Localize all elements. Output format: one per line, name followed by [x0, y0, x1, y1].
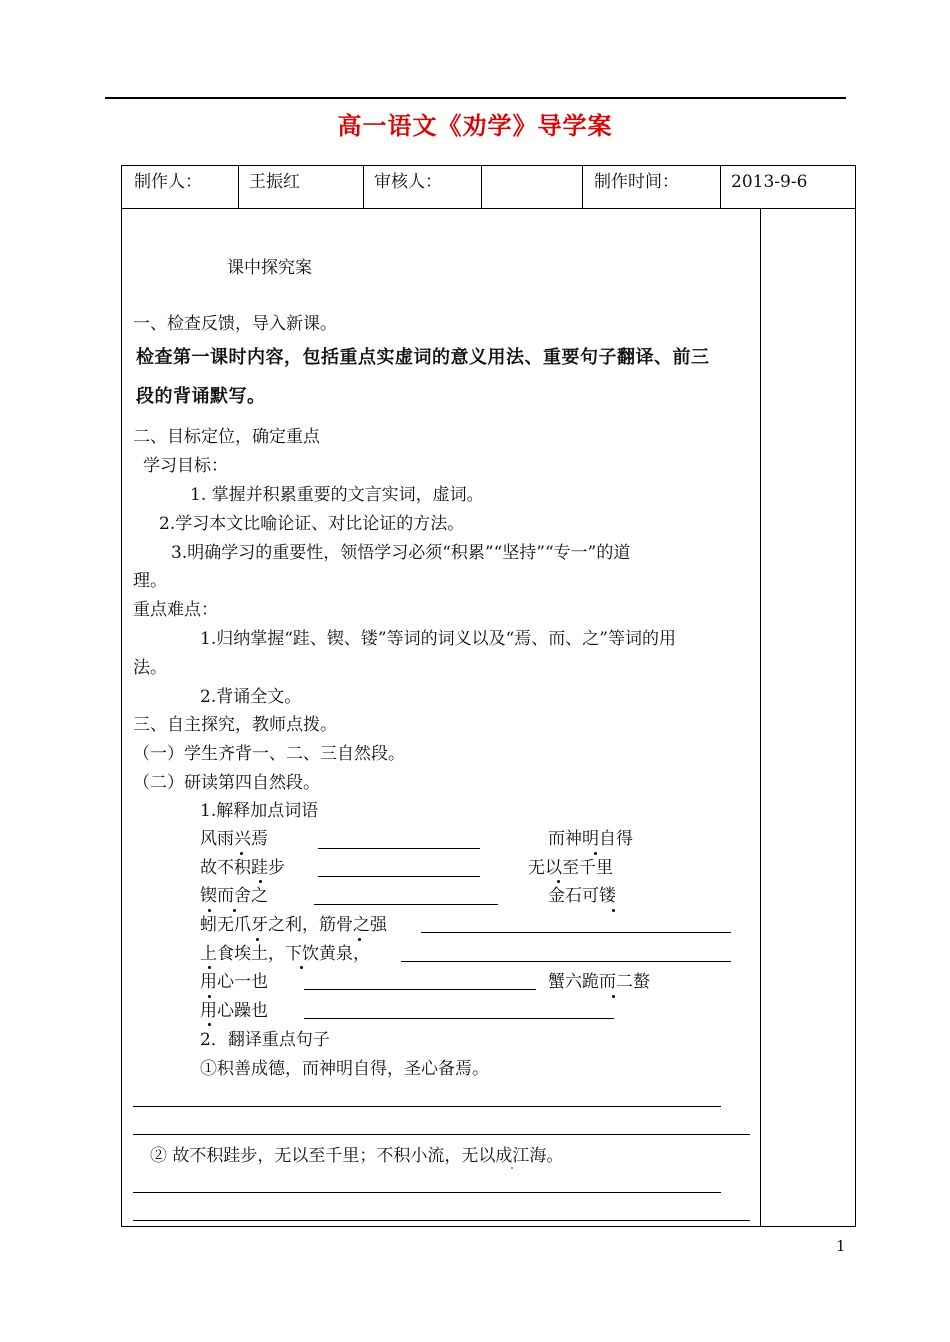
key-points-label: 重点难点：: [133, 600, 218, 620]
answer-blank-9[interactable]: [304, 989, 536, 990]
emphasis-dot: [208, 966, 211, 969]
section-1-heading: 一、检查反馈，导入新课。: [133, 314, 337, 334]
task-2-label: 2．翻译重点句子: [200, 1030, 330, 1050]
subsection-2: （二）研读第四自然段。: [133, 773, 320, 793]
answer-blank-1[interactable]: [318, 848, 480, 849]
vocab-item-3: 故不积跬步: [200, 858, 285, 878]
emphasis-dot: [358, 938, 361, 941]
emphasis-dot: [612, 909, 615, 912]
vocab-item-6: 金石可镂: [548, 886, 616, 906]
translation-line-1a[interactable]: [133, 1106, 721, 1107]
sentence-1: ①积善成德，而神明自得，圣心备焉。: [200, 1059, 489, 1079]
emphasis-dot: [256, 938, 259, 941]
answer-blank-8[interactable]: [401, 961, 731, 962]
goals-label: 学习目标：: [143, 456, 228, 476]
goal-3-line-1: 3.明确学习的重要性，领悟学习必须“积累”“坚持”“专一”的道: [171, 543, 631, 563]
vocab-item-7: 蚓无爪牙之利，筋骨之强: [200, 915, 387, 935]
goal-2: 2.学习本文比喻论证、对比论证的方法。: [159, 514, 465, 534]
header-col-divider-4: [582, 165, 583, 208]
emphasis-dot: [233, 909, 236, 912]
emphasis-dot: [612, 995, 615, 998]
header-row-divider: [121, 208, 856, 209]
answer-blank-3[interactable]: [318, 876, 480, 877]
key-point-1-line-2: 法。: [133, 658, 167, 678]
section-2-heading: 二、目标定位，确定重点: [133, 427, 320, 447]
translation-line-2b[interactable]: [133, 1220, 750, 1221]
section-1-bold-line-2: 段的背诵默写。: [136, 386, 266, 407]
answer-blank-5[interactable]: [314, 904, 498, 905]
vocab-item-1: 风雨兴焉: [200, 829, 268, 849]
header-col-divider-3: [481, 165, 482, 208]
subsection-1: （一）学生齐背一、二、三自然段。: [133, 744, 405, 764]
vocab-item-9: 用心一也: [200, 972, 268, 992]
translation-line-2a[interactable]: [133, 1192, 721, 1193]
header-col-divider-5: [720, 165, 721, 208]
goal-1: 1. 掌握并积累重要的文言实词，虚词。: [190, 485, 484, 505]
emphasis-dot: [208, 909, 211, 912]
sentence-2: ② 故不积跬步，无以至千里；不积小流，无以成江海。: [150, 1146, 564, 1166]
section-3-heading: 三、自主探究，教师点拨。: [133, 715, 337, 735]
maker-name: 王振红: [249, 172, 300, 192]
top-rule: [105, 97, 846, 99]
vocab-item-4: 无以至千里: [528, 858, 613, 878]
vocab-item-10: 蟹六跪而二螯: [548, 972, 650, 992]
maker-label: 制作人：: [134, 172, 202, 192]
answer-blank-7[interactable]: [421, 932, 731, 933]
reviewer-label: 审核人：: [374, 172, 442, 192]
date-value: 2013-9-6: [731, 172, 808, 192]
answer-blank-11[interactable]: [304, 1018, 614, 1019]
vocab-item-5: 锲而舍之: [200, 886, 268, 906]
key-point-1-line-1: 1.归纳掌握“跬、锲、镂”等词的词义以及“焉、而、之”等词的用: [200, 629, 676, 649]
emphasis-dot: [208, 1023, 211, 1026]
goal-3-line-2: 理。: [133, 571, 167, 591]
vocab-item-11: 用心躁也: [200, 1001, 268, 1021]
notes-column-divider: [760, 208, 761, 1227]
emphasis-dot: [557, 880, 560, 883]
emphasis-dot: [208, 995, 211, 998]
emphasis-dot: [259, 880, 262, 883]
emphasis-dot: [300, 966, 303, 969]
edit-mark: [511, 1167, 513, 1169]
key-point-2: 2.背诵全文。: [200, 687, 302, 707]
header-col-divider-1: [238, 165, 239, 208]
translation-line-1b[interactable]: [133, 1134, 750, 1135]
vocab-item-2: 而神明自得: [548, 829, 633, 849]
date-label: 制作时间：: [594, 172, 679, 192]
page-number: 1: [836, 1237, 846, 1255]
header-col-divider-2: [363, 165, 364, 208]
task-1-label: 1.解释加点词语: [200, 801, 319, 821]
emphasis-dot: [594, 852, 597, 855]
section-1-bold-line-1: 检查第一课时内容，包括重点实虚词的意义用法、重要句子翻译、前三: [136, 347, 710, 368]
vocab-item-8: 上食埃土，下饮黄泉，: [200, 944, 370, 964]
emphasis-dot: [240, 852, 243, 855]
section-title: 课中探究案: [227, 258, 312, 278]
page-title: 高一语文《劝学》导学案: [337, 111, 613, 140]
